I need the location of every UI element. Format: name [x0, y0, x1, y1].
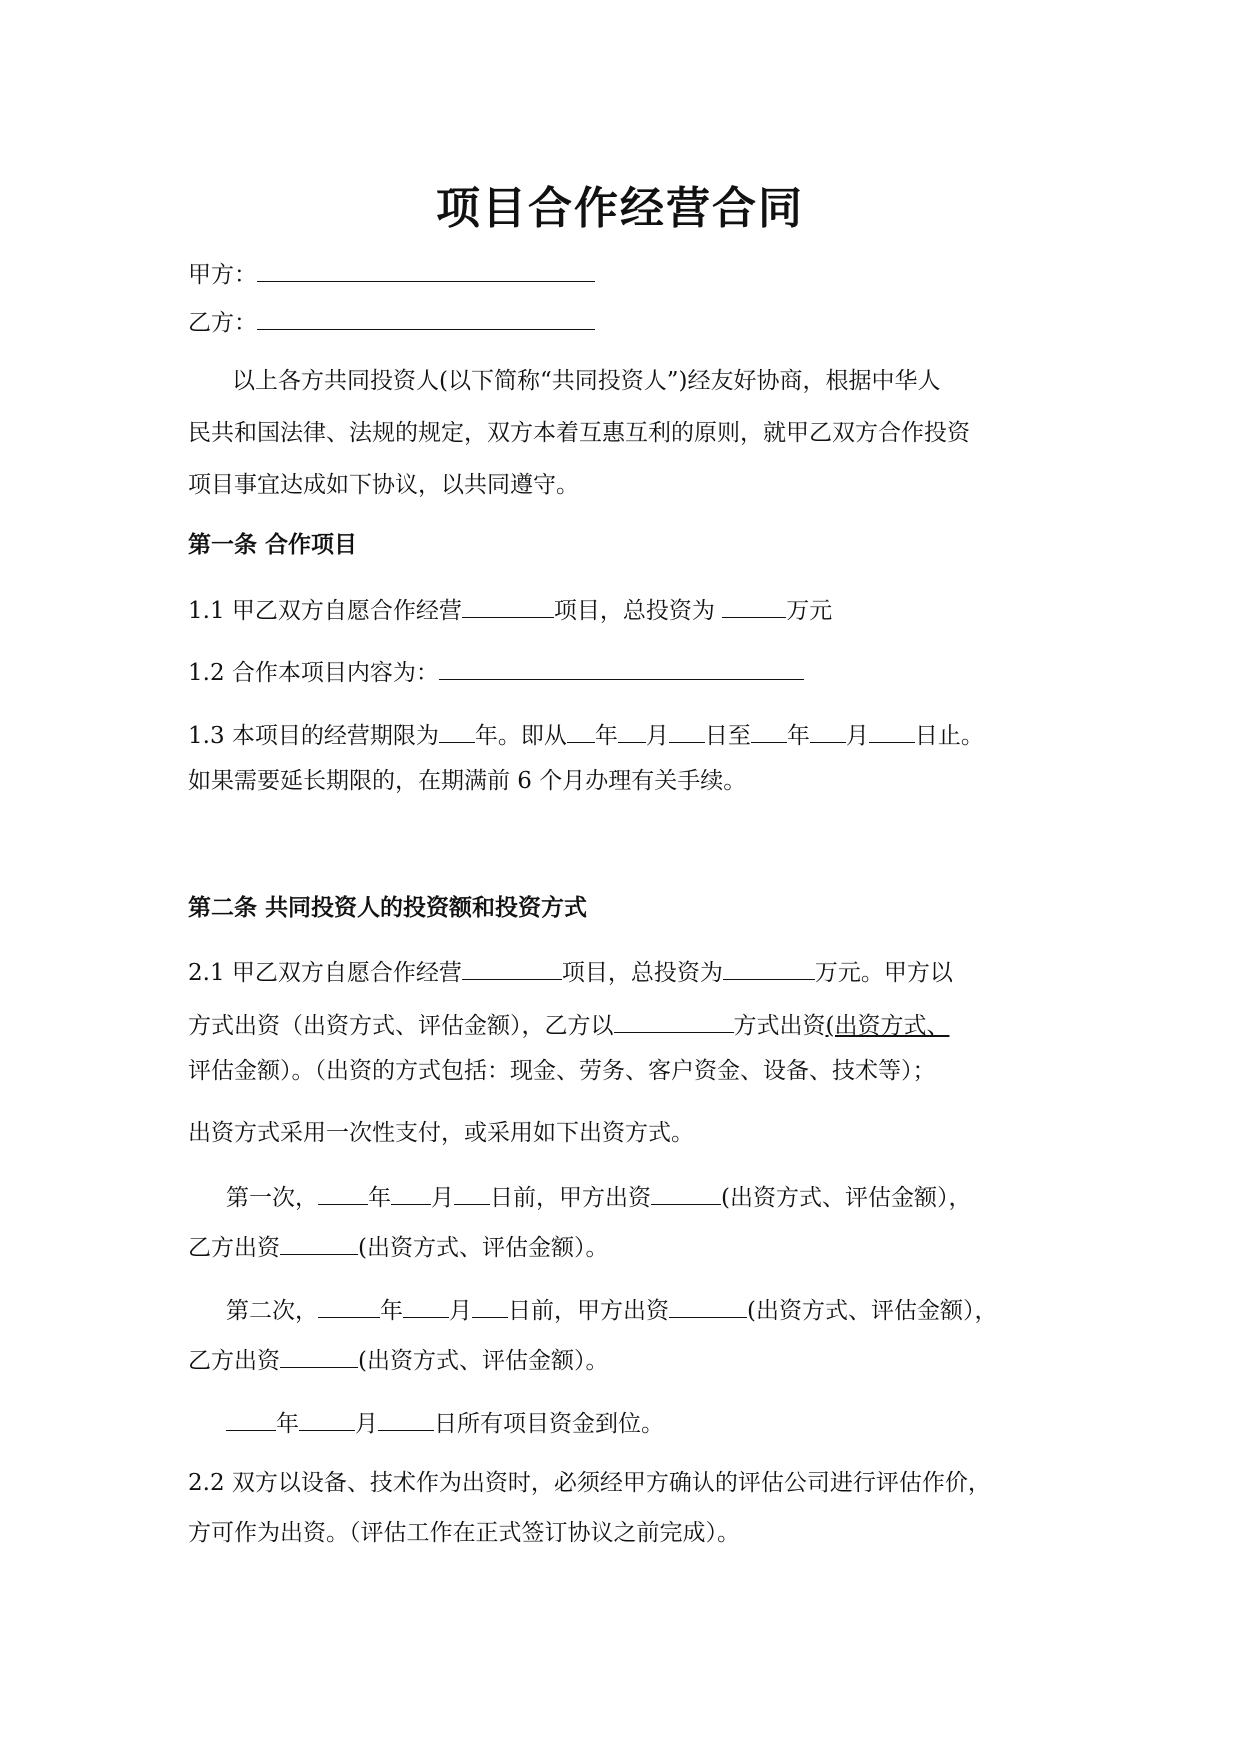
first-installment-text-e: (出资方式、评估金额），	[721, 1185, 972, 1211]
first-party-a-amount-blank	[651, 1180, 721, 1205]
first-installment-text-b: 年	[368, 1185, 391, 1211]
clause-2-2-line-2: 方可作为出资。（评估工作在正式签订协议之前完成）。	[188, 1520, 740, 1546]
party-b-label: 乙方：	[188, 310, 257, 336]
second-installment-line2-text-b: (出资方式、评估金额）。	[358, 1348, 609, 1374]
preamble-line-3: 项目事宜达成如下协议，以共同遵守。	[188, 472, 579, 498]
clause-2-1-project-blank	[462, 955, 562, 980]
second-party-b-amount-blank	[280, 1343, 358, 1368]
start-month-blank	[618, 718, 646, 743]
clause-1-2	[188, 655, 804, 688]
end-day-blank	[869, 718, 915, 743]
party-a-label: 甲方：	[188, 262, 257, 288]
clause-1-3	[188, 718, 984, 751]
party-b-line	[188, 305, 595, 338]
clause-1-3-text-3: 年	[594, 723, 618, 749]
funds-in-place-text-b: 月	[355, 1411, 378, 1437]
first-year-blank	[318, 1180, 368, 1205]
term-years-blank	[439, 718, 475, 743]
clause-2-1-text-c: 万元。甲方以	[814, 960, 953, 986]
second-installment-text-b: 年	[380, 1298, 403, 1324]
funds-day-blank	[378, 1406, 434, 1431]
clause-1-2-text: 1.2 合作本项目内容为：	[188, 660, 439, 686]
funds-in-place-text-a: 年	[276, 1411, 299, 1437]
project-name-blank	[462, 593, 554, 618]
end-month-blank	[810, 718, 846, 743]
page-title: 项目合作经营合同	[436, 183, 804, 234]
first-day-blank	[454, 1180, 490, 1205]
first-month-blank	[391, 1180, 431, 1205]
party-a-line	[188, 257, 595, 290]
funds-month-blank	[299, 1406, 355, 1431]
start-day-blank	[669, 718, 705, 743]
second-installment-text-c: 月	[449, 1298, 472, 1324]
clause-2-1	[188, 955, 953, 988]
clause-1-3-text-7: 月	[845, 723, 869, 749]
party-a-blank	[257, 257, 595, 282]
clause-2-1-line-4: 出资方式采用一次性支付，或采用如下出资方式。	[188, 1120, 694, 1146]
clause-1-3-text-2: 年。即从	[474, 723, 567, 749]
party-b-method-blank	[614, 1008, 734, 1033]
party-b-blank	[257, 305, 595, 330]
clause-2-1-text-a: 2.1 甲乙双方自愿合作经营	[188, 960, 462, 986]
clause-1-3-text-8: 日止。	[914, 723, 984, 749]
article2-heading: 第二条 共同投资人的投资额和投资方式	[188, 895, 588, 921]
first-installment-text-a: 第一次，	[226, 1185, 318, 1211]
preamble-line-1: 以上各方共同投资人(以下简称“共同投资人”)经友好协商，根据中华人	[232, 368, 941, 394]
clause-1-3-text-1: 1.3 本项目的经营期限为	[188, 723, 439, 749]
first-installment-line2-text-b: (出资方式、评估金额）。	[358, 1235, 609, 1261]
second-month-blank	[403, 1293, 449, 1318]
clause-1-1-text-a: 1.1 甲乙双方自愿合作经营	[188, 598, 462, 624]
clause-2-1-line2-text-b: 方式出资	[733, 1013, 826, 1039]
first-party-b-amount-blank	[280, 1230, 358, 1255]
first-installment	[226, 1180, 971, 1213]
second-installment-text-e: (出资方式、评估金额），	[747, 1298, 998, 1324]
clause-1-3-text-6: 年	[786, 723, 810, 749]
clause-2-1-amount-blank	[723, 955, 815, 980]
second-day-blank	[472, 1293, 508, 1318]
second-installment-text-d: 日前，甲方出资	[508, 1298, 669, 1324]
clause-1-3-text-4: 月	[645, 723, 669, 749]
article1-heading: 第一条 合作项目	[188, 532, 358, 558]
preamble-line-2: 民共和国法律、法规的规定，双方本着互惠互利的原则，就甲乙双方合作投资	[188, 420, 970, 446]
first-installment-line2-text-a: 乙方出资	[188, 1235, 280, 1261]
second-installment-text-a: 第二次，	[226, 1298, 318, 1324]
funds-in-place	[226, 1406, 664, 1439]
clause-2-1-line-2	[188, 1008, 949, 1041]
clause-1-1-text-c: 万元	[786, 598, 833, 624]
clause-2-1-line2-text-a: 方式出资（出资方式、评估金额），乙方以	[188, 1013, 614, 1039]
first-installment-text-d: 日前，甲方出资	[490, 1185, 651, 1211]
start-year-blank	[567, 718, 595, 743]
clause-2-1-text-b: 项目，总投资为	[561, 960, 723, 986]
clause-1-3-line-2: 如果需要延长期限的，在期满前 6 个月办理有关手续。	[188, 768, 747, 794]
clause-1-1	[188, 593, 832, 626]
second-party-a-amount-blank	[669, 1293, 747, 1318]
first-installment-line-2	[188, 1230, 608, 1263]
clause-1-1-text-b: 项目，总投资为	[553, 598, 723, 624]
funds-year-blank	[226, 1406, 276, 1431]
project-content-blank	[439, 655, 804, 680]
total-investment-blank	[722, 593, 786, 618]
funds-in-place-text-c: 日所有项目资金到位。	[434, 1411, 664, 1437]
clause-2-1-line2-text-c: (出资方式、	[825, 1013, 950, 1039]
second-year-blank	[318, 1293, 380, 1318]
clause-2-2-line-1: 2.2 双方以设备、技术作为出资时，必须经甲方确认的评估公司进行评估作价，	[188, 1470, 991, 1496]
clause-2-1-line-3: 评估金额）。（出资的方式包括：现金、劳务、客户资金、设备、技术等）；	[188, 1058, 936, 1084]
second-installment-line-2	[188, 1343, 608, 1376]
first-installment-text-c: 月	[431, 1185, 454, 1211]
second-installment	[226, 1293, 997, 1326]
second-installment-line2-text-a: 乙方出资	[188, 1348, 280, 1374]
clause-1-3-text-5: 日至	[704, 723, 751, 749]
end-year-blank	[751, 718, 787, 743]
